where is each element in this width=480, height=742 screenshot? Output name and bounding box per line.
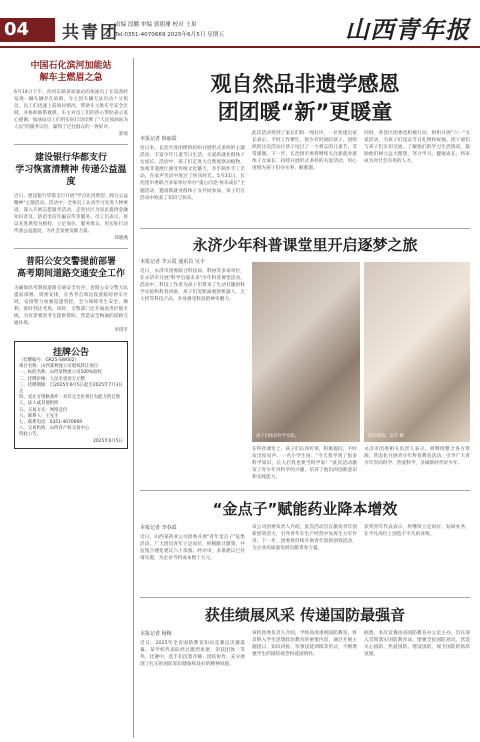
science-class-photo [252,262,360,442]
section-title: 共青团 [62,23,119,43]
notice-line: 五、交易方式：网络竞价 [19,407,68,413]
column-divider [133,58,134,738]
lead-headline-line2: 团团暖“新”更暖童 [217,100,393,124]
divider [14,248,128,249]
notice-line: 一、标的名称：山西某物流公司100%股权 [19,370,102,376]
lead-body-col1: 连日来，长治市各团组织纷纷开展形式多样的主题活动，丰富少年儿童节日生活，关爱新就业群体子女成长。活动中，孩子们走进大自然观察动植物，参观非遗展厅感受传统文化魅力，亲手制作手工艺品，在欢声笑语中度过了快乐时光。5月31日，长治团市委联合多家单位举办"童心向党·快乐成长"主题活动，邀请新就业群体子女共同参加，孩子们在活动中收获了知识与快乐。 [140,146,245,201]
header-rule [0,46,480,48]
byline: 本报记者 杨梅 [140,631,172,637]
left-article-2-title: 建设银行华都支行 学习恢富清精神 传递公益温度 [15,153,127,187]
date-line: Tel:0351-4070669 2025年6月5日 星期五 [115,32,224,38]
notice-title: 挂牌公告 [52,348,89,358]
story2-headline: 永济少年科普课堂里开启逐梦之旅 [192,236,418,254]
listing-notice [14,341,128,449]
page-header [0,0,480,46]
byline: 本报记者 李春霞 [140,525,177,531]
notice-line: 四、受让方资格条件：具有完全民事行为能力的自然人、法人或其他组织 [19,395,120,407]
left-article-1-body: 6月14日下午，滨河东路某加油站的加油员工在巡查时发现一辆车辆存在故障，车主因车辆无法启动十分焦急。员工们迅速上前询问情况，帮助车主推车至安全区域，并协助联系救援。车主对员工们的热心帮助表示衷心感谢。加油站员工们用实际行动诠释了"人民加油站为人民"的服务宗旨，赢得了过往群众的一致好评。 [14,90,128,130]
left-article-3-title: 普阳公安交警提前部署 高考期间道路交通安全工作 [16,257,125,279]
notice-line: 项目名称：山西某物流公司股权转让项目 [19,364,99,370]
divider [14,144,128,145]
lead-headline [140,70,470,126]
notice-line: （挂牌编号：GR25-SW002） [19,358,79,363]
lead-body-col3: 同时，各县区团委也积极行动，组织开展"六一"关爱活动，为孩子们送去节日礼物和祝福。团干部们与孩子们亲切交流，了解他们的学习生活情况，鼓励他们树立远大理想，努力学习，健康成长，将来成为对社会有用的人才。 [364,131,470,165]
notice-line: 七、联系电话：0351-4070669 [19,420,83,426]
story2-body-col3: 永济市团委相关负责人表示，将继续整合各方资源，常态化开展青少年科普教育活动，引导广大青少年崇尚科学、热爱科学，争做新时代好少年。 [364,447,470,467]
story3-body-col2: 该公司团委负责人介绍，此次活动旨在激发青年创新创效活力，引导青年在生产经营中发挥生力军作用。下一步，团委将持续开展青年创新创效活动，为企业高质量发展贡献青春力量。 [252,525,357,552]
divider [140,490,470,491]
divider [140,228,470,229]
left-article-3-body: 为确保高考期间道路交通安全有序，普阳公安交警大队提前部署、周密安排，在各考点周边设置临时停车区域，安排警力加强巡逻管控，全力保障考生安全、顺利、准时到达考场。同时，交警部门还开通高考护航专线，为有需要的考生提供帮助，营造安全畅通的道路交通环境。 [14,286,128,326]
left-article-1-author: 郭瑶 [118,132,128,137]
byline: 本报记者 李云霞 通讯员 吴丰 [140,259,205,265]
notice-line: 三、挂牌期限：自2025年6月5日起至2025年7月3日止 [19,382,123,395]
notice-line: 二、挂牌价格：人民币壹佰万元整 [19,376,85,382]
story4-body-col3: 据悉，本次竞赛由省国防教育办公室主办，旨在深入贯彻落实国防教育法，增强全民国防意识，营造关心国防、热爱国防、建设国防、保卫国防的浓厚氛围。 [364,631,470,658]
editor-line: 责编 段鹏 审编 郭朝珊 校对 王果 [115,22,197,28]
left-column [14,60,128,449]
story2-body-col1: 近日，永济市团委联合科技局、科协等多家单位，在永济市开展"科学启迪未来"少年科普课堂活动。活动中，科技工作者为孩子们带来了生动有趣的科学实验和科普讲座，孩子们近距离观察机器人、无人机等科技产品，亲身感受科技的神奇魅力。 [140,269,245,303]
left-article-1-title: 中国石化滨河加能站 解车主燃眉之急 [30,61,112,83]
byline: 本报记者 韩丽霞 [140,136,177,142]
notice-date: 2025年6月5日 [93,438,123,444]
page-number: 04 [0,18,55,42]
story3-body-col3: 获奖青年代表表示，将继续立足岗位、钻研业务，在平凡岗位上创造不平凡的业绩。 [364,525,470,538]
left-article-2-author: 郑晓燕 [114,236,128,241]
story4-body-col1: 近日，2025年全省国防教育知识竞赛总决赛落幕。某学校代表队经过激烈角逐，荣获团体一等奖。比赛中，选手们沉着冷静、团结协作，充分展现了扎实的国防知识储备和良好的精神风貌。 [140,641,245,668]
notice-line: 八、交易机构：山西省产权交易中心 [19,426,90,432]
lead-headline-line1: 观自然品非遗学感恩 [210,72,400,96]
divider [140,597,470,598]
lead-body-col2: 此次活动得到了家长们的一致好评。一位快递员家长表示，平时工作繁忙，很少有时间陪孩子，团组织的这次活动让孩子度过了一个难忘的儿童节，非常感谢。下一步，长治团市委将继续关注新就业群体子女成长，持续开展形式多样的关爱活动，用心用情为孩子们办实事、解难题。 [252,131,357,172]
newspaper-logo: 山西青年报 [345,15,470,44]
story3-headline: “金点子”赋能药业降本增效 [212,500,398,518]
left-article-3-author: 李琪平 [114,328,128,333]
notice-line: 六、联系人：王先生 [19,413,59,419]
story3-body-col1: 近日，山西某药业公司团委开展"青年金点子"征集活动，广大团员青年立足岗位、积极献计献策，共征集合理化建议六十余条。经评审，多条建议已付诸实施，为企业节约成本数十万元。 [140,535,245,562]
story4-headline: 获佳绩展风采 传递国防最强音 [204,606,406,624]
story4-body-col2: 该校团委负责人介绍，学校高度重视国防教育，将其纳入学生思想政治教育的重要内容，通过开展主题团日、知识讲座、军事技能训练等形式，不断增强学生的国防观念和爱国情怀。 [252,631,357,658]
notice-line: 特此公告。 [19,432,41,438]
story2-body-col2: 在科普课堂上，孩子们认真听讲，积极提问，不时发出惊叹声。一名小学生说："今天我学到了很多科学知识，长大后我也要当科学家！"此次活动激发了青少年对科学的兴趣，培养了他们的创新意识和实践能力。 [252,447,357,481]
photo-caption: 孩子们体验科学实验。 [256,434,299,439]
left-article-2-body: 近日，建设银行华都支行开展"学习先进典型、践行公益精神"主题活动。活动中，全体员工认真学习先进人物事迹，深入开展志愿服务活动，走进社区为居民提供金融知识普及、防范电信诈骗宣传等服务。员工们表示，将以先进典型为榜样，立足岗位、服务群众，用实际行动传递公益温度，为社会发展贡献力量。 [14,194,128,234]
event-photo [364,262,470,442]
photo-caption: 活动现场。吴丰 摄 [368,434,404,439]
